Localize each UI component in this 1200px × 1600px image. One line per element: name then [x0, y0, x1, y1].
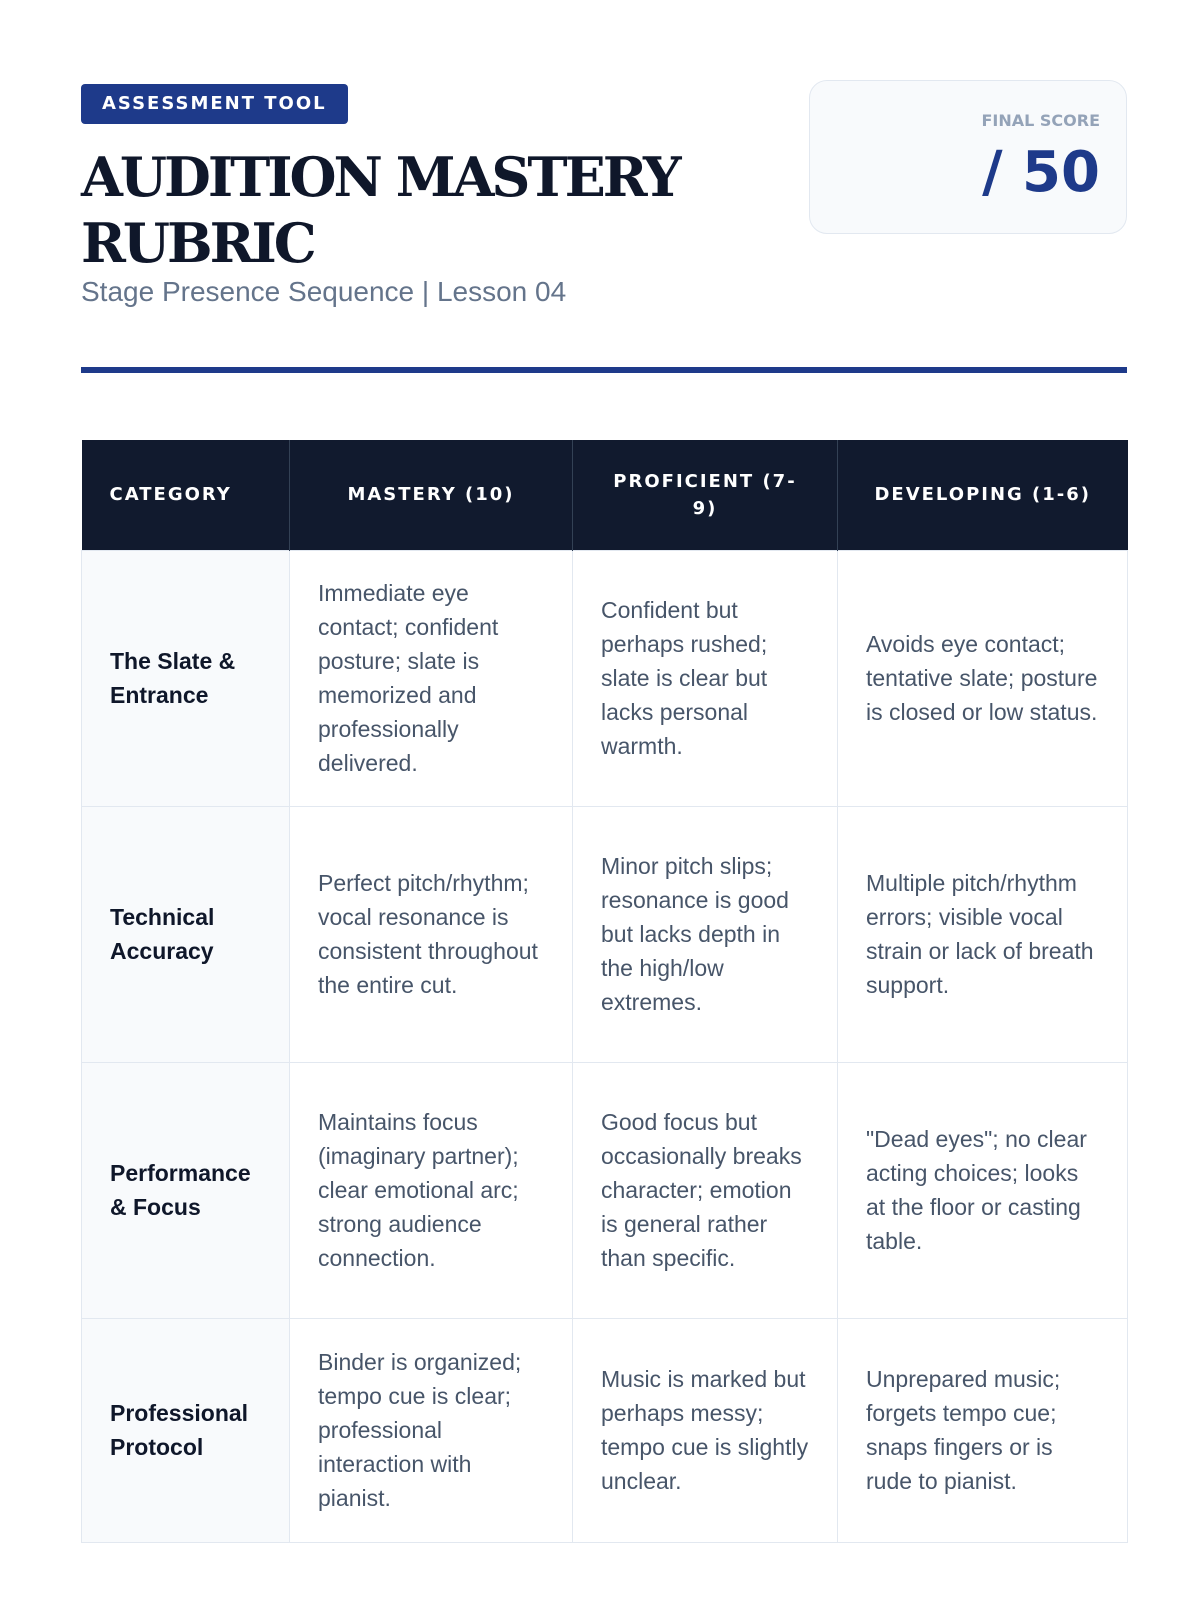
developing-cell: Unprepared music; forgets tempo cue; snaps fingers or is rude to pianist.	[838, 1318, 1128, 1542]
category-cell: Technical Accuracy	[82, 806, 290, 1062]
header-divider	[81, 367, 1127, 373]
category-cell: Professional Protocol	[82, 1318, 290, 1542]
page-title: AUDITION MASTERY RUBRIC	[81, 145, 679, 275]
developing-cell: "Dead eyes"; no clear acting choices; looks at the floor or casting table.	[838, 1062, 1128, 1318]
final-score-box	[809, 80, 1127, 234]
proficient-cell: Music is marked but perhaps messy; tempo cue is slightly unclear.	[573, 1318, 838, 1542]
final-score-label: FINAL SCORE	[981, 111, 1100, 130]
column-header-proficient: PROFICIENT (7-9)	[573, 440, 838, 550]
mastery-cell: Binder is organized; tempo cue is clear; professional interaction with pianist.	[290, 1318, 573, 1542]
page-subtitle: Stage Presence Sequence | Lesson 04	[81, 276, 567, 307]
column-header-category: CATEGORY	[82, 440, 290, 550]
mastery-cell: Perfect pitch/rhythm; vocal resonance is consistent throughout the entire cut.	[290, 806, 573, 1062]
column-header-mastery: MASTERY (10)	[290, 440, 573, 550]
table-row	[82, 1062, 1128, 1318]
header	[81, 80, 1127, 370]
proficient-cell: Minor pitch slips; resonance is good but lacks depth in the high/low extremes.	[573, 806, 838, 1062]
rubric-page	[81, 80, 1127, 1511]
category-cell: Performance & Focus	[82, 1062, 290, 1318]
table-row	[82, 806, 1128, 1062]
rubric-table	[81, 440, 1128, 1543]
mastery-cell: Maintains focus (imaginary partner); clear emotional arc; strong audience connection.	[290, 1062, 573, 1318]
table-header-row	[82, 440, 1128, 550]
final-score-value: / 50	[982, 140, 1100, 205]
table-row	[82, 550, 1128, 806]
developing-cell: Avoids eye contact; tentative slate; posture is closed or low status.	[838, 550, 1128, 806]
proficient-cell: Good focus but occasionally breaks character; emotion is general rather than specific.	[573, 1062, 838, 1318]
mastery-cell: Immediate eye contact; confident posture; slate is memorized and professionally delivered.	[290, 550, 573, 806]
category-cell: The Slate & Entrance	[82, 550, 290, 806]
developing-cell: Multiple pitch/rhythm errors; visible vocal strain or lack of breath support.	[838, 806, 1128, 1062]
column-header-developing: DEVELOPING (1-6)	[838, 440, 1128, 550]
proficient-cell: Confident but perhaps rushed; slate is clear but lacks personal warmth.	[573, 550, 838, 806]
assessment-badge: ASSESSMENT TOOL	[81, 84, 348, 124]
table-row	[82, 1318, 1128, 1542]
